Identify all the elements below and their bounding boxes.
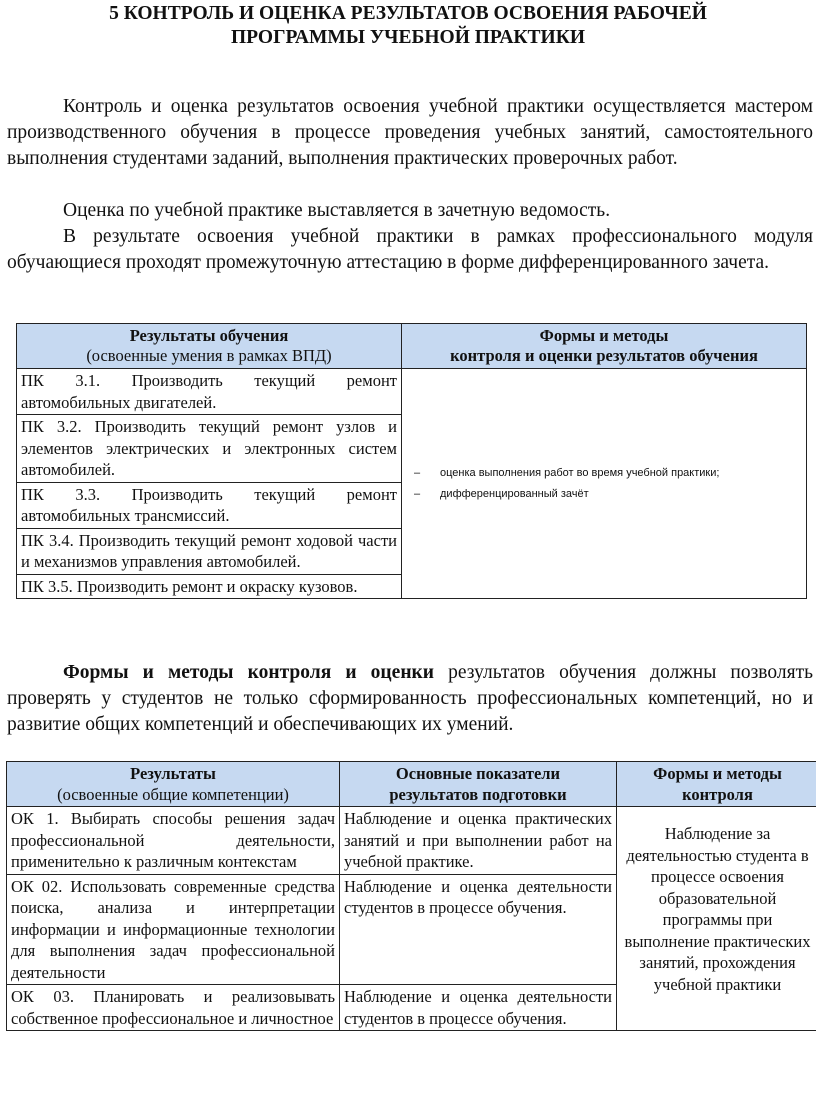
middle-bold: Формы и методы контроля и оценки	[63, 662, 435, 683]
middle-paragraph	[7, 660, 813, 738]
indicator-cell: Наблюдение и оценка деятельности студентов в процессе обучения.	[340, 985, 617, 1031]
table-row	[7, 807, 816, 875]
competency-cell: ОК 02. Использовать современные средства поиска, анализа и интерпретации информации и информационные технологии для выполнения задач профессиональной деятельности	[7, 874, 340, 985]
competency-cell: ПК 3.1. Производить текущий ремонт автомобильных двигателей.	[17, 369, 402, 415]
forms-cell	[402, 369, 807, 599]
forms-item: – дифференцированный зачёт	[414, 487, 589, 500]
table-header-row	[17, 324, 807, 369]
competency-cell: ОК 1. Выбирать способы решения задач профессиональной деятельности, применительно к различным контекстам	[7, 807, 340, 875]
results-header-title: Результаты обучения	[129, 326, 289, 345]
forms-header-line-1: Формы и методы	[539, 326, 669, 345]
methods-header-line-1: Формы и методы	[653, 764, 782, 783]
forms-item: – оценка выполнения работ во время учебной практики;	[414, 466, 720, 479]
general-competencies-table	[6, 761, 816, 1031]
methods-header-line-2: контроля	[682, 785, 753, 804]
middle-rest: результатов обучения должны позволять проверять у студентов не только сформированность профессиональных компетенций, но и развитие общих компетенций и обеспечивающих их умений.	[7, 662, 813, 735]
indicator-cell: Наблюдение и оценка практических занятий и при выполнении работ на учебной практике.	[340, 807, 617, 875]
intro-paragraph-1: Контроль и оценка результатов освоения учебной практики осуществляется мастером производственного обучения в процессе проведения учебных занятий, самостоятельного выполнения студентами заданий, выполнения практических проверочных работ.	[7, 96, 813, 169]
competency-cell: ПК 3.2. Производить текущий ремонт узлов и элементов электрических и электронных систем автомобилей.	[17, 415, 402, 483]
section-heading	[20, 2, 796, 50]
results-header	[17, 324, 402, 369]
methods-header	[617, 762, 816, 807]
professional-competencies-table	[16, 323, 807, 599]
results-header-title: Результаты	[130, 764, 216, 783]
indicators-header	[340, 762, 617, 807]
indicators-header-line-1: Основные показатели	[395, 764, 561, 783]
table-row	[17, 369, 807, 415]
table-header-row	[7, 762, 816, 807]
results-header-sub: (освоенные умения в рамках ВПД)	[86, 346, 332, 365]
competency-cell: ОК 03. Планировать и реализовывать собственное профессиональное и личностное	[7, 985, 340, 1031]
competency-cell: ПК 3.4. Производить текущий ремонт ходовой части и механизмов управления автомобилей.	[17, 528, 402, 574]
intro-paragraph-3: В результате освоения учебной практики в рамках профессионального модуля обучающиеся проходят промежуточную аттестацию в форме дифференцированного зачета.	[7, 226, 813, 273]
results-header-sub: (освоенные общие компетенции)	[57, 785, 289, 804]
competency-cell: ПК 3.5. Производить ремонт и окраску кузовов.	[17, 574, 402, 599]
results-header	[7, 762, 340, 807]
heading-line-2: ПРОГРАММЫ УЧЕБНОЙ ПРАКТИКИ	[230, 27, 586, 48]
forms-header	[402, 324, 807, 369]
heading-line-1: 5 КОНТРОЛЬ И ОЦЕНКА РЕЗУЛЬТАТОВ ОСВОЕНИЯ РАБОЧЕЙ	[109, 3, 707, 24]
forms-header-line-2: контроля и оценки результатов обучения	[450, 346, 758, 365]
competency-cell: ПК 3.3. Производить текущий ремонт автомобильных трансмиссий.	[17, 482, 402, 528]
intro-paragraph-2: Оценка по учебной практике выставляется в зачетную ведомость.	[63, 200, 611, 221]
indicator-cell: Наблюдение и оценка деятельности студентов в процессе обучения.	[340, 874, 617, 985]
method-cell: Наблюдение за деятельностью студента в процессе освоения образовательной программы при выполнение практических занятий, прохождения учебной практики	[617, 807, 816, 1031]
indicators-header-line-2: результатов подготовки	[389, 785, 567, 804]
